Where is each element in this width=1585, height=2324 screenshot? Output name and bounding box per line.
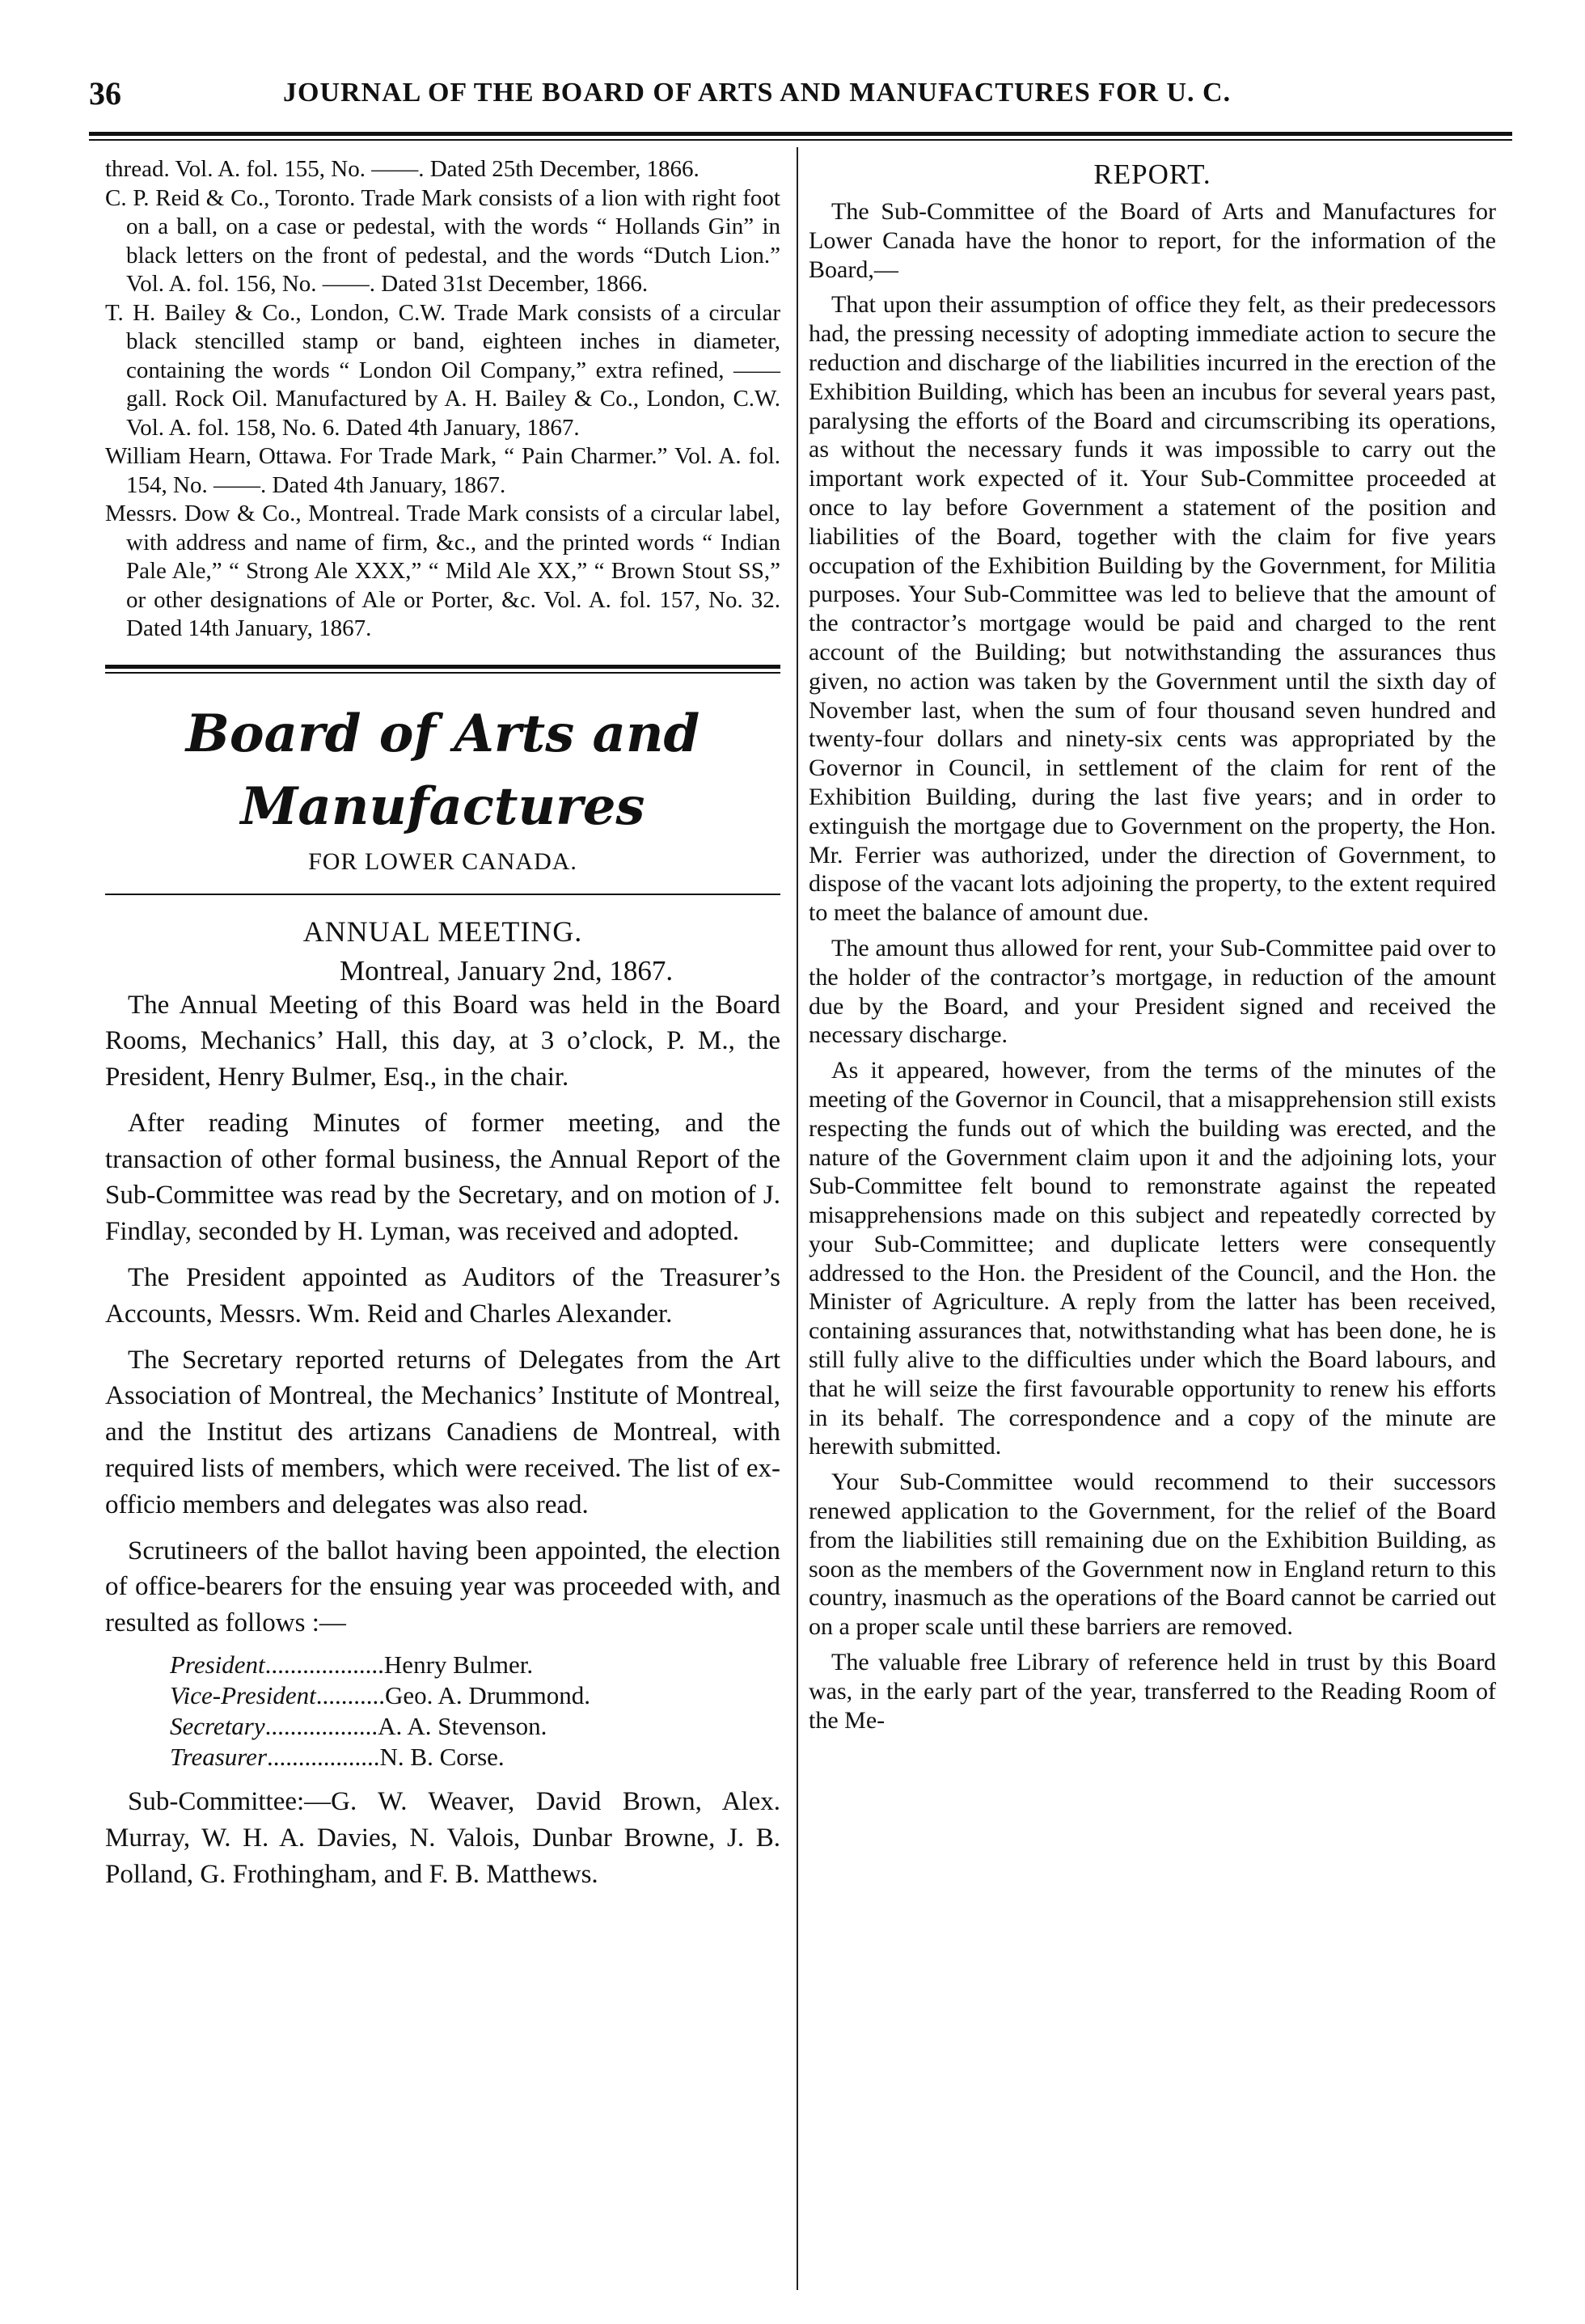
trademark-entry: C. P. Reid & Co., Toronto. Trade Mark consists of a lion with right foot on a ball, on a case or pedestal, with the words “ Hollands Gin” in black letters on the front of pedestal, and the words “Dutch Lion.” Vol. A. fol. 156, No. ——. Dated 31st December, 1866. [105,184,780,297]
meeting-paragraph: After reading Minutes of former meeting, and the transaction of other formal business, the Annual Report of the Sub-Committee was read by the Secretary, and on motion of J. Findlay, seconded by H. Lyman, was received and adopted. [105,1108,780,1247]
meeting-paragraph: The President appointed as Auditors of the Treasurer’s Accounts, Messrs. Wm. Reid and Charles Alexander. [105,1263,780,1329]
column-divider [797,147,798,2290]
left-column [105,155,780,1892]
trademark-entry: Messrs. Dow & Co., Montreal. Trade Mark consists of a circular label, with address and name of firm, &c., and the printed words “ Indian Pale Ale,” “ Strong Ale XXX,” “ Mild Ale XX,” “ Brown Stout SS,” or other designations of Ale or Porter, &c. Vol. A. fol. 157, No. 32. Dated 14th January, 1867. [105,501,780,641]
board-subtitle: FOR LOWER CANADA. [308,847,577,875]
officer-role: Vice-President [170,1681,316,1710]
officer-role: President [170,1650,265,1680]
officer-role: Secretary [170,1712,265,1741]
meeting-paragraph: The Secretary reported returns of Delegates from the Art Association of Montreal, the Mechanics’ Institute of Montreal, and the Institut des artizans Canadiens de Montreal, with required lists of members, which were received. The list of ex-officio members and delegates was also read. [105,1345,780,1519]
officer-name: N. B. Corse. [379,1743,505,1772]
officer-name: A. A. Stevenson. [378,1712,547,1741]
trademark-entry: thread. Vol. A. fol. 155, No. ——. Dated 25th December, 1866. [105,156,700,182]
report-paragraph: Your Sub-Committee would recommend to their successors renewed application to the Government, for the relief of the Board from the liabilities still remaining due on the Exhibition Building, as soon as the members of the Government now in England return to this country, inasmuch as the operations of the Board cannot be carried out on a proper scale until these barriers are removed. [809,1468,1496,1641]
report-paragraph: That upon their assumption of office they felt, as their predecessors had, the pressing necessity of adopting immediate action to secure the reduction and discharge of the liabilities incurred in the erection of the Exhibition Building, which has been an incubus for several years past, paralysing the efforts of the Board and circumscribing its operations, as without the necessary funds it was impossible to carry out the important work expected of it. Your Sub-Committee proceeded at once to lay before Government a statement of the position and liabilities of the Board, together with the claim for five years occupation of the Exhibition Building by the Government, for Militia purposes. Your Sub-Committee was led to believe that the amount of the contractor’s mortgage would be paid and charged to the rent account of the Building; but notwithstanding the assurances thus given, no action was taken by the Government until the sixth day of November last, when the sum of four thousand seven hundred and twenty-four dollars and ninety-six cents was appropriated by the Governor in Council, in settlement of the claim for rent of the Exhibition Building, during the last five years; and in order to extinguish the mortgage due to Government on the property, the Hon. Mr. Ferrier was authorized, under the direction of Government, to dispose of the vacant lots adjoining the property, to the extent required to meet the balance of amount due. [809,291,1496,927]
officer-row [170,1711,780,1742]
board-title: Board of Arts and Manufactures [185,703,700,837]
subcommittee-paragraph: Sub-Committee:—G. W. Weaver, David Brown, Alex. Murray, W. H. A. Davies, N. Valois, Dunbar Browne, J. B. Polland, G. Frothingham, and F. B. Matthews. [105,1787,780,1889]
report-heading: REPORT. [1093,158,1211,190]
officer-leader: ................... [264,1650,384,1680]
section-rule-thin [105,672,780,674]
officer-name: Henry Bulmer. [383,1650,534,1680]
running-title: JOURNAL OF THE BOARD OF ARTS AND MANUFACTURES FOR U. C. [283,78,1232,108]
officer-leader: .................. [267,1743,380,1772]
trademark-entry: T. H. Bailey & Co., London, C.W. Trade Mark consists of a circular black stencilled stamp or band, eighteen inches in diameter, containing the words “ London Oil Company,” extra refined, —— gall. Rock Oil. Manufactured by A. H. Bailey & Co., London, C.W. Vol. A. fol. 158, No. 6. Dated 4th January, 1867. [105,299,780,441]
subtitle-rule [105,894,780,895]
section-rule [105,665,780,669]
meeting-paragraph: Scrutineers of the ballot having been appointed, the election of office-bearers for the ensuing year was proceeded with, and resulted as follows :— [105,1536,780,1638]
report-paragraph: The amount thus allowed for rent, your Sub-Committee paid over to the holder of the contractor’s mortgage, in reduction of the amount due by the Board, and your President signed and received the necessary discharge. [809,934,1496,1049]
header-rule [89,132,1512,136]
report-paragraph: The Sub-Committee of the Board of Arts and Manufactures for Lower Canada have the honor to report, for the information of the Board,— [809,198,1496,283]
officer-row [170,1650,780,1680]
trademark-list [105,155,780,644]
officer-row [170,1680,780,1711]
officer-leader: .................. [264,1712,378,1741]
header-rule-thin [89,139,1512,141]
right-column [809,155,1496,1735]
page-number: 36 [89,75,121,112]
officer-row [170,1742,780,1773]
officer-list [170,1650,780,1773]
dateline: Montreal, January 2nd, 1867. [340,954,674,987]
meeting-heading: ANNUAL MEETING. [302,915,583,948]
report-paragraph: As it appeared, however, from the terms of the minutes of the meeting of the Governor in Council, that a misapprehension still exists respecting the funds out of which the building was erected, and the nature of the Government claim upon it and the adjoining lots, your Sub-Committee felt bound to remonstrate against the repeated misapprehensions made on this subject and repeatedly corrected by your Sub-Committee; and duplicate letters were consequently addressed to the Hon. the President of the Council, and the Hon. the Minister of Agriculture. A reply from the latter has been received, containing assurances that, notwithstanding what has been done, he is still fully alive to the difficulties under which the Board labours, and that he will seize the first favourable opportunity to renew his efforts in its behalf. The correspondence and a copy of the minute are herewith submitted. [809,1057,1496,1460]
report-paragraph: The valuable free Library of reference held in trust by this Board was, in the early part of the year, transferred to the Reading Room of the Me- [809,1649,1496,1734]
officer-leader: ........... [315,1681,385,1710]
officer-name: Geo. A. Drummond. [385,1681,591,1710]
trademark-entry: William Hearn, Ottawa. For Trade Mark, “ Pain Charmer.” Vol. A. fol. 154, No. ——. Dated 4th January, 1867. [105,443,780,498]
officer-role: Treasurer [170,1743,268,1772]
page-header [89,74,1512,116]
meeting-paragraph: The Annual Meeting of this Board was held in the Board Rooms, Mechanics’ Hall, this day, at 3 o’clock, P. M., the President, Henry Bulmer, Esq., in the chair. [105,990,780,1092]
